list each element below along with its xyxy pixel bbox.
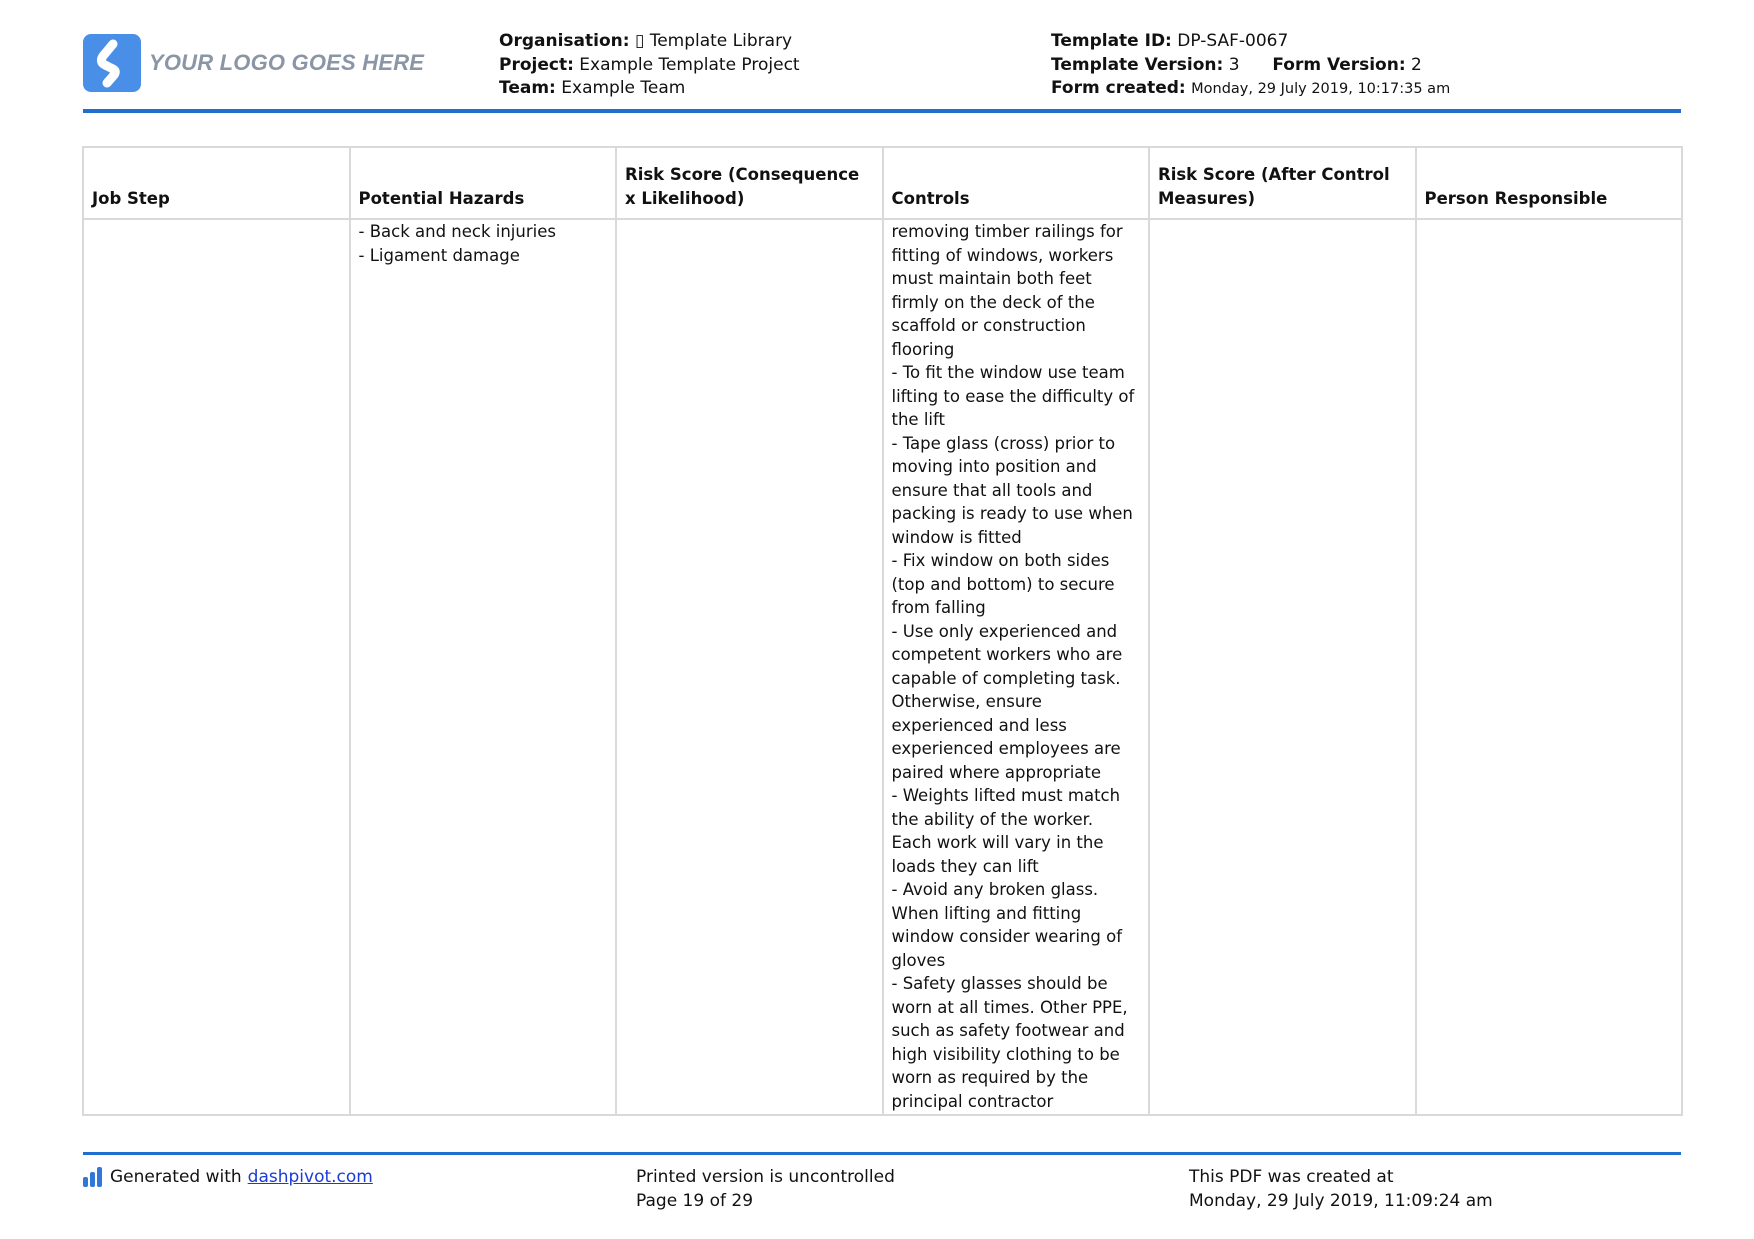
form-version-value: 2 (1411, 54, 1422, 75)
logo-icon (83, 34, 141, 92)
project-value: Example Template Project (579, 54, 800, 75)
cell-line: - Use only experienced and (891, 621, 1118, 641)
cell-controls (883, 219, 1150, 1115)
cell-line: experienced and less (891, 715, 1067, 735)
generated-with (83, 1165, 373, 1189)
cell-line: packing is ready to use when (891, 504, 1133, 523)
dashpivot-link[interactable]: dashpivot.com (247, 1167, 373, 1187)
table-row (83, 219, 1682, 1115)
organisation-row (499, 30, 800, 54)
cell-line: lifting to ease the difficulty of (891, 386, 1135, 406)
form-created-value: Monday, 29 July 2019, 10:17:35 am (1191, 81, 1451, 97)
cell-line: the ability of the worker. (891, 809, 1094, 829)
cell-line: removing timber railings for (891, 222, 1123, 241)
cell-line: worn at all times. Other PPE, (891, 997, 1128, 1017)
uncontrolled-text: Printed version is uncontrolled (636, 1167, 895, 1187)
cell-line: fitting of windows, workers (891, 245, 1114, 265)
team-row (499, 77, 800, 101)
logo (83, 34, 424, 92)
page-header (83, 0, 1681, 114)
cell-line: Otherwise, ensure (891, 692, 1042, 711)
template-id-value: DP-SAF-0067 (1177, 31, 1289, 51)
column-header-potential-hazards: Potential Hazards (350, 147, 617, 219)
pdf-created-label: This PDF was created at (1189, 1167, 1394, 1187)
table-header-row (83, 147, 1682, 219)
cell-line: When lifting and fitting (891, 903, 1082, 923)
cell-person-responsible (1416, 219, 1683, 1115)
cell-line: competent workers who are (891, 645, 1123, 664)
organisation-value: ▯ Template Library (634, 31, 793, 51)
cell-risk-score-after (1149, 219, 1416, 1115)
column-header-controls: Controls (883, 147, 1150, 219)
cell-line: moving into position and (891, 457, 1097, 476)
bar-chart-icon (83, 1167, 102, 1187)
column-header-job-step: Job Step (83, 147, 350, 219)
cell-potential-hazards (350, 219, 617, 1115)
column-header-person-responsible: Person Responsible (1416, 147, 1683, 219)
cell-line: - Avoid any broken glass. (891, 880, 1099, 899)
page-number: Page 19 of 29 (636, 1191, 754, 1211)
team-value: Example Team (561, 78, 686, 98)
cell-line: the lift (891, 410, 945, 429)
cell-line: window consider wearing of (891, 927, 1123, 946)
column-header-risk-score: Risk Score (Consequence x Likelihood) (616, 147, 883, 219)
cell-line: - Fix window on both sides (891, 551, 1110, 570)
cell-line: capable of completing task. (891, 668, 1121, 688)
pdf-created (1189, 1165, 1493, 1213)
cell-line: - Tape glass (cross) prior to (891, 433, 1116, 453)
cell-line: - To fit the window use team (891, 363, 1125, 382)
template-id-label: Template ID: (1051, 31, 1172, 51)
pdf-created-value: Monday, 29 July 2019, 11:09:24 am (1189, 1191, 1493, 1211)
template-id-row (1051, 30, 1450, 54)
print-notice (636, 1165, 895, 1213)
cell-line: - Safety glasses should be (891, 974, 1108, 993)
cell-risk-score (616, 219, 883, 1115)
cell-line: firmly on the deck of the (891, 292, 1095, 312)
cell-line: must maintain both feet (891, 269, 1092, 288)
cell-line: - Ligament damage (358, 245, 520, 265)
column-header-risk-score-after: Risk Score (After Control Measures) (1149, 147, 1416, 219)
cell-line: ensure that all tools and (891, 480, 1093, 500)
template-version-value: 3 (1228, 54, 1240, 75)
header-divider (83, 109, 1681, 113)
form-created-row (1051, 77, 1450, 102)
cell-line: window is fitted (891, 527, 1022, 547)
footer-divider (83, 1152, 1681, 1155)
cell-job-step (83, 219, 350, 1115)
header-meta-left (499, 30, 800, 101)
cell-line: flooring (891, 339, 955, 359)
project-label: Project: (499, 54, 574, 75)
generated-text: Generated with (110, 1167, 242, 1187)
cell-line: such as safety footwear and (891, 1021, 1125, 1040)
risk-table (82, 146, 1683, 1116)
cell-line: paired where appropriate (891, 762, 1102, 782)
team-label: Team: (499, 78, 556, 98)
cell-line: Each work will vary in the (891, 833, 1104, 852)
cell-line: loads they can lift (891, 856, 1039, 876)
cell-line: - Weights lifted must match (891, 786, 1121, 805)
form-created-label: Form created: (1051, 78, 1186, 98)
logo-text: YOUR LOGO GOES HERE (149, 50, 425, 75)
cell-line: high visibility clothing to be (891, 1044, 1120, 1064)
cell-line: principal contractor (891, 1091, 1054, 1111)
cell-line: worn as required by the (891, 1068, 1089, 1087)
header-meta-right (1051, 30, 1450, 102)
cell-line: scaffold or construction (891, 316, 1086, 335)
template-version-label: Template Version: (1051, 54, 1224, 75)
organisation-label: Organisation: (499, 31, 630, 51)
project-row (499, 54, 800, 78)
cell-line: (top and bottom) to secure (891, 574, 1115, 594)
cell-line: experienced employees are (891, 739, 1121, 758)
version-row (1051, 54, 1450, 78)
cell-line: from falling (891, 598, 986, 617)
cell-line: gloves (891, 950, 946, 970)
cell-line: - Back and neck injuries (358, 222, 556, 241)
form-version-label: Form Version: (1272, 54, 1406, 75)
